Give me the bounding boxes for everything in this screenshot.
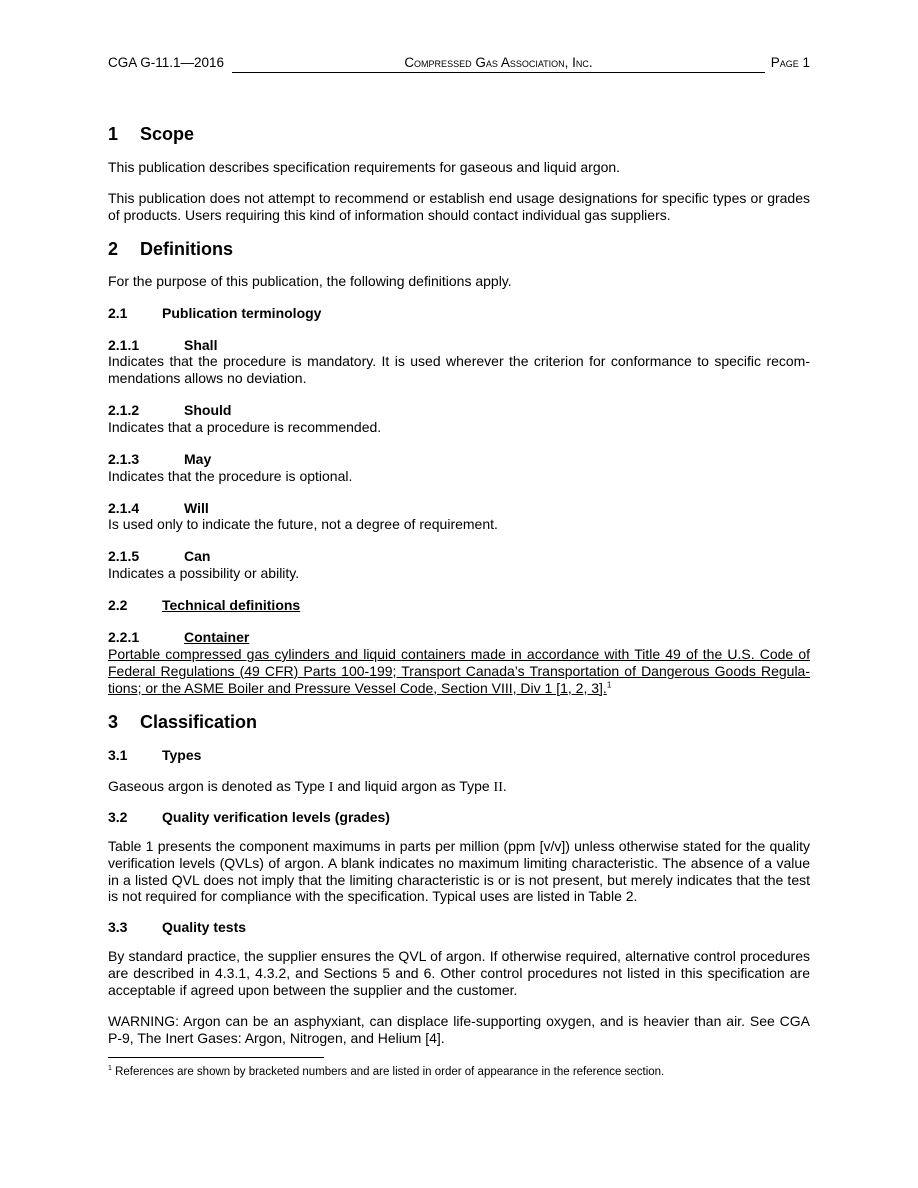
term-title: Can (184, 548, 211, 564)
term-heading-shall (108, 337, 217, 354)
warning-paragraph: WARNING: Argon can be an asphyxiant, can displace life-supporting oxygen, and is heavier than air. See CGA P-9, The Inert Gases: Argon, Nitrogen, and Helium [4]. (108, 1013, 810, 1046)
term-definition-may: Indicates that the procedure is optional. (108, 468, 353, 484)
subsection-title: Technical definitions (162, 597, 301, 613)
subsection-number: 3.3 (108, 919, 128, 935)
term-heading-may (108, 451, 211, 468)
term-definition-should: Indicates that a procedure is recommended. (108, 419, 382, 435)
header-page-number: Page 1 (770, 55, 810, 70)
subsection-title: Types (162, 747, 202, 763)
term-number: 2.1.5 (108, 548, 140, 564)
subsection-3-3-heading (108, 919, 246, 936)
type-2-numeral: II (493, 780, 503, 795)
definitions-intro: For the purpose of this publication, the following definitions apply. (108, 273, 512, 289)
type-1-numeral: I (328, 780, 334, 795)
subsection-title: Publication terminology (162, 305, 322, 321)
term-heading-will (108, 500, 209, 517)
scope-paragraph-1: This publication describes specification requirements for gaseous and liquid argon. (108, 159, 621, 175)
term-heading-container (108, 629, 249, 646)
term-number: 2.1.4 (108, 500, 140, 516)
section-number: 1 (108, 124, 119, 144)
types-paragraph (108, 778, 810, 797)
subsection-number: 2.1 (108, 305, 128, 321)
footnote-reference[interactable]: 1 (606, 679, 612, 689)
section-2-heading (108, 238, 233, 260)
term-definition-will: Is used only to indicate the future, not a degree of requirement. (108, 516, 498, 532)
section-title: Definitions (140, 239, 233, 259)
subsection-number: 2.2 (108, 597, 128, 613)
term-title: May (184, 451, 212, 467)
subsection-3-1-heading (108, 747, 201, 764)
section-title: Classification (140, 712, 258, 732)
footnote-text: References are shown by bracketed numbers and are listed in order of appearance in the reference section. (115, 1066, 665, 1078)
term-heading-can (108, 548, 210, 565)
subsection-title: Quality verification levels (grades) (162, 809, 390, 825)
header-document-id: CGA G-11.1—2016 (108, 55, 225, 70)
header-organization: Compressed Gas Association, Inc. (232, 54, 765, 73)
section-number: 2 (108, 239, 119, 259)
term-title: Container (184, 629, 250, 645)
subsection-title: Quality tests (162, 919, 247, 935)
container-definition-text: Portable compressed gas cylinders and liquid containers made in accordance with Title 49 of the U.S. Code of Federal Regulations (49 CFR) Parts 100-199; Transport Canada’s Transportation of Dangerous Goods Regula-tions; or the ASME Boiler and Pressure Vessel Code, Section VIII, Div 1 [1, 2, 3]. (108, 646, 810, 696)
section-title: Scope (140, 124, 195, 144)
types-text-b: and liquid argon as Type (333, 778, 494, 794)
footnote (108, 1065, 664, 1079)
term-definition-can: Indicates a possibility or ability. (108, 565, 300, 581)
term-definition-shall: Indicates that the procedure is mandatory. It is used wherever the criterion for conformance to specific recom-mendations allows no deviation. (108, 353, 810, 386)
footnote-marker: 1 (108, 1065, 112, 1073)
section-number: 3 (108, 712, 119, 732)
term-number: 2.1.1 (108, 337, 140, 353)
term-number: 2.1.2 (108, 402, 140, 418)
scope-paragraph-2: This publication does not attempt to recommend or establish end usage designations for specific types or grades of products. Users requiring this kind of information should contact individual gas suppliers. (108, 190, 810, 223)
term-number: 2.1.3 (108, 451, 140, 467)
term-number: 2.2.1 (108, 629, 140, 645)
types-text-c: . (502, 778, 507, 794)
term-definition-container (108, 646, 810, 696)
subsection-number: 3.1 (108, 747, 128, 763)
subsection-number: 3.2 (108, 809, 128, 825)
subsection-2-1-heading (108, 305, 321, 322)
quality-tests-paragraph: By standard practice, the supplier ensures the QVL of argon. If otherwise required, alternative control procedures are described in 4.3.1, 4.3.2, and Sections 5 and 6. Other control procedures not listed in this specification are acceptable if agreed upon between the supplier and the customer. (108, 948, 810, 998)
term-title: Shall (184, 337, 218, 353)
subsection-3-2-heading (108, 809, 390, 826)
footnote-separator (108, 1057, 324, 1058)
types-text-a: Gaseous argon is denoted as Type (108, 778, 329, 794)
term-title: Will (184, 500, 209, 516)
term-title: Should (184, 402, 232, 418)
section-3-heading (108, 711, 257, 733)
subsection-2-2-heading (108, 597, 300, 614)
section-1-heading (108, 123, 194, 145)
qvl-paragraph: Table 1 presents the component maximums in parts per million (ppm [v/v]) unless otherwise stated for the quality verification levels (QVLs) of argon. A blank indicates no maximum limiting characteristic. The absence of a value in a listed QVL does not imply that the limiting characteristic is or is not present, but merely indicates that the test is not required for compliance with the specification. Typical uses are listed in Table 2. (108, 838, 810, 905)
term-heading-should (108, 402, 231, 419)
